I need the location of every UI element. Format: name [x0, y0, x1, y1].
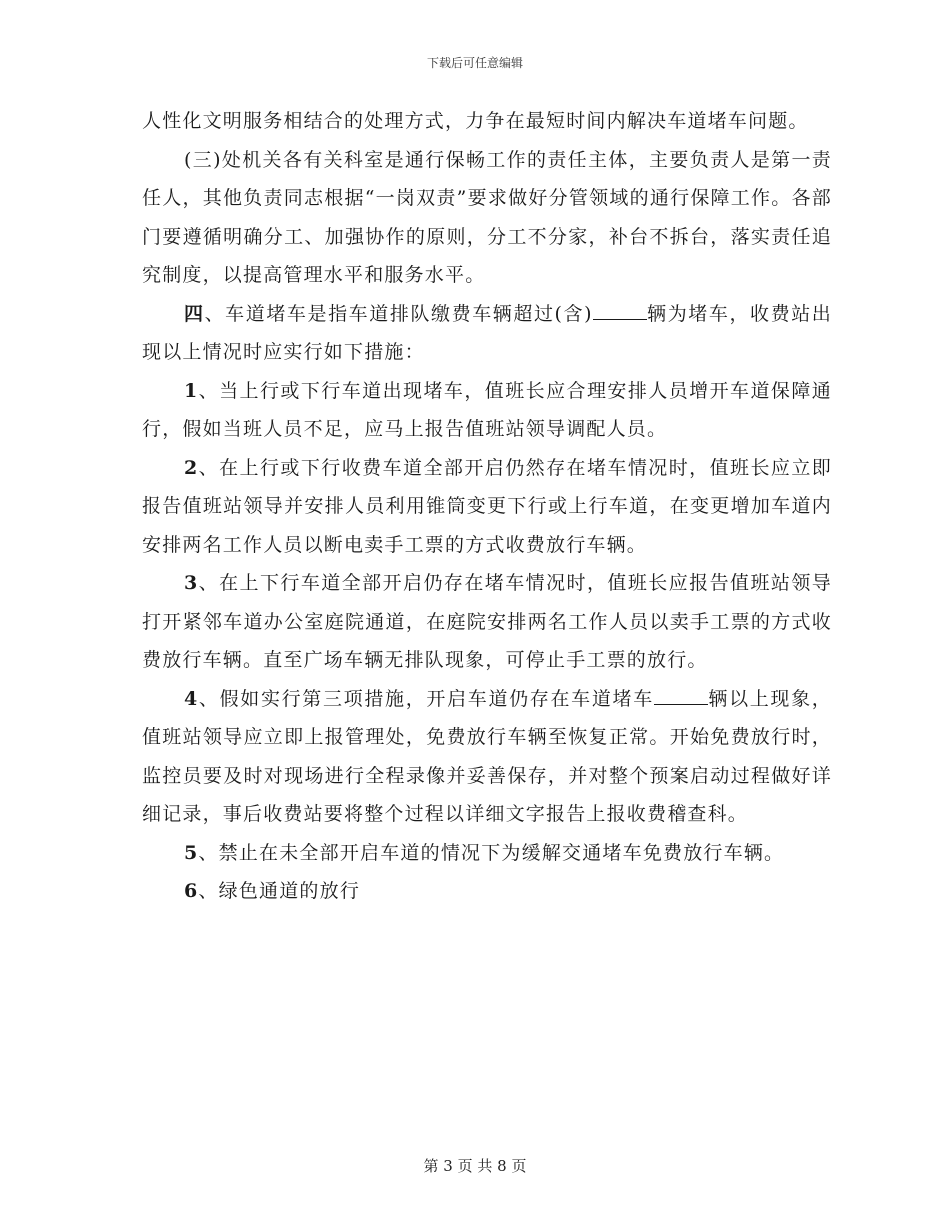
paragraph-section-4 — [142, 295, 832, 372]
item-number: 3 — [184, 572, 199, 594]
section-number: 四 — [184, 302, 205, 325]
paragraph-text: 、在上下行车道全部开启仍存在堵车情况时，值班长应报告值班站领导打开紧邻车道办公室庭院通道，在庭院安排两名工作人员以卖手工票的方式收费放行车辆。直至广场车辆无排队现象，可停止手工票的放行。 — [142, 572, 832, 671]
paragraph-text: 、禁止在未全部开启车道的情况下为缓解交通堵车免费放行车辆。 — [198, 841, 785, 864]
item-number: 4 — [184, 687, 199, 710]
page-header: 下载后可任意编辑 — [426, 56, 523, 70]
document-body — [142, 102, 832, 911]
page-footer: 第 3 页 共 8 页 — [423, 1157, 527, 1175]
paragraph-item-1 — [142, 372, 832, 449]
paragraph-text: 辆为堵车，收费站出现以上情况时应实行如下措施： — [142, 302, 832, 363]
item-number: 5 — [184, 841, 199, 864]
paragraph-item-2 — [142, 449, 832, 565]
paragraph-text: 辆以上现象，值班站领导应立即上报管理处，免费放行车辆至恢复正常。开始免费放行时，监控员要及时对现场进行全程录像并妥善保存，并对整个预案启动过程做好详细记录，事后收费站要将整个过程以详细文字报告上报收费稽查科。 — [142, 687, 832, 825]
fill-in-blank — [654, 686, 708, 705]
item-number: 1 — [184, 379, 199, 402]
paragraph-item-6 — [142, 872, 832, 911]
paragraph-item-3 — [142, 564, 832, 680]
paragraph-text: 、假如实行第三项措施，开启车道仍存在车道堵车 — [198, 687, 654, 710]
item-number: 2 — [184, 456, 199, 479]
item-number: 6 — [184, 880, 199, 902]
paragraph-continuation: 人性化文明服务相结合的处理方式，力争在最短时间内解决车道堵车问题。 — [142, 110, 809, 132]
paragraph-text: 、当上行或下行车道出现堵车，值班长应合理安排人员增开车道保障通行，假如当班人员不足，应马上报告值班站领导调配人员。 — [142, 379, 832, 440]
paragraph-section-3: (三)处机关各有关科室是通行保畅工作的责任主体，主要负责人是第一责任人，其他负责同志根据“一岗双责”要求做好分管领域的通行保障工作。各部门要遵循明确分工、加强协作的原则，分工不分家，补台不拆台，落实责任追究制度，以提高管理水平和服务水平。 — [142, 148, 832, 286]
paragraph-item-5 — [142, 834, 832, 873]
paragraph-item-4 — [142, 680, 832, 834]
fill-in-blank — [593, 301, 647, 320]
paragraph-text: 、车道堵车是指车道排队缴费车辆超过(含) — [204, 302, 593, 325]
paragraph-text: 、绿色通道的放行 — [198, 880, 361, 902]
paragraph-text: 、在上行或下行收费车道全部开启仍然存在堵车情况时，值班长应立即报告值班站领导并安排人员利用锥筒变更下行或上行车道，在变更增加车道内安排两名工作人员以断电卖手工票的方式收费放行车辆。 — [142, 456, 832, 556]
